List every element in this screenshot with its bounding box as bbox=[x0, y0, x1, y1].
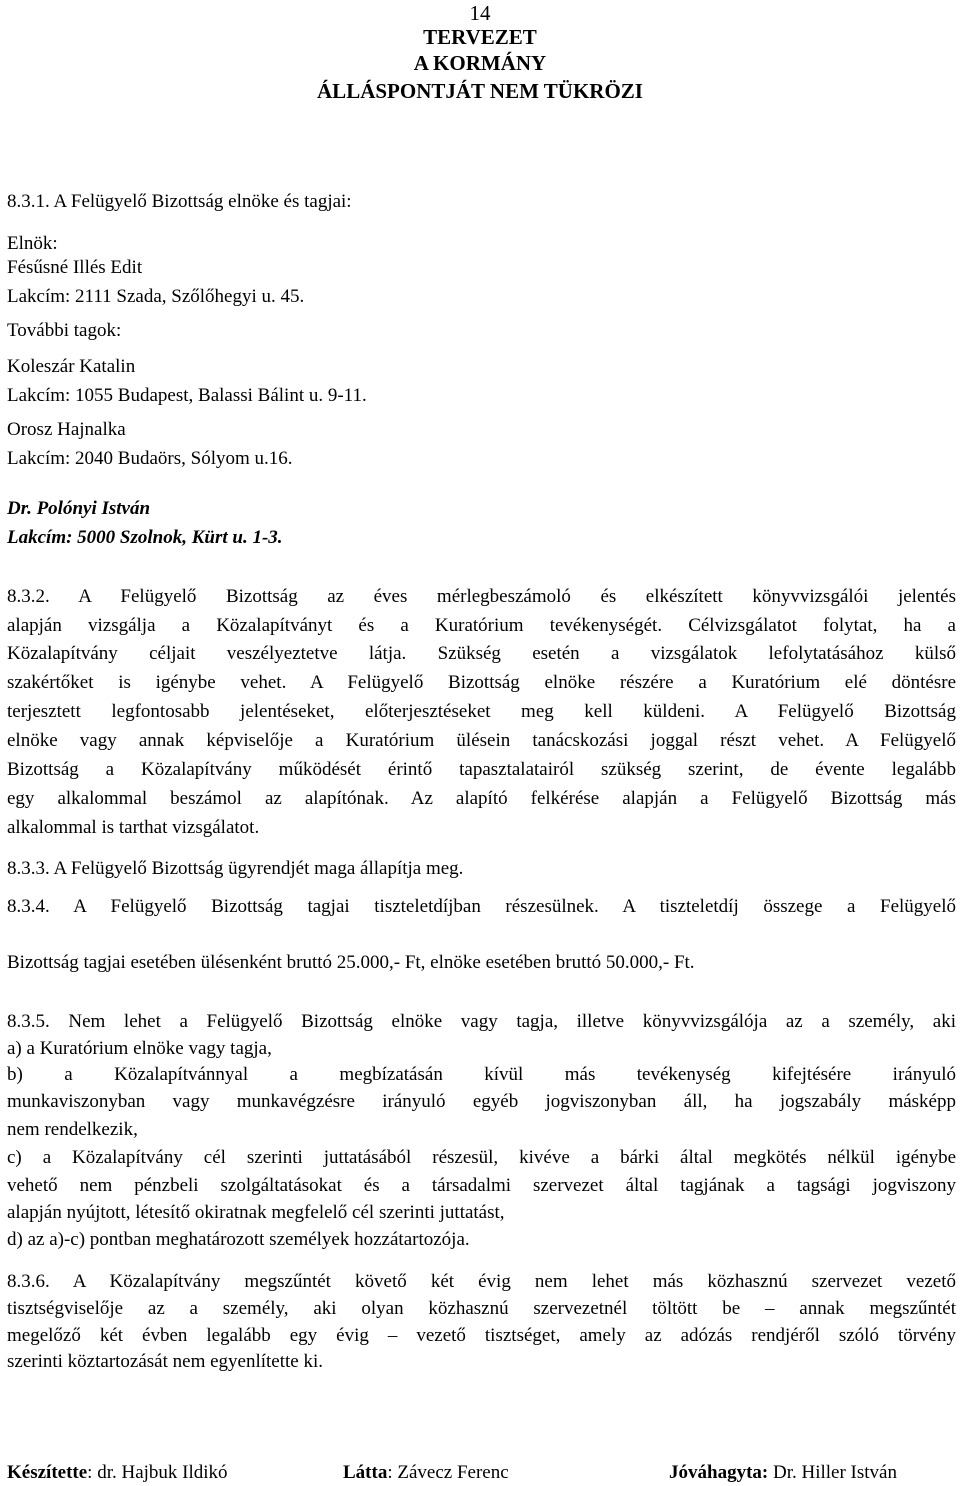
chair-label: Elnök: bbox=[7, 233, 58, 254]
p835-line: b) a Közalapítvánnyal a megbízatásán kívül más tevékenység kifejtésére irányuló bbox=[7, 1064, 956, 1085]
prepared-by-label: Készítette bbox=[7, 1462, 88, 1483]
member-1-address: Lakcím: 1055 Budapest, Balassi Bálint u. 9-11. bbox=[7, 385, 367, 406]
other-members-label: További tagok: bbox=[7, 320, 122, 341]
p835-line: vehető nem pénzbeli szolgáltatásokat és a társadalmi szervezet által tagjának a tagsági jogviszony bbox=[7, 1175, 956, 1196]
prepared-by-value: : dr. Hajbuk Ildikó bbox=[87, 1462, 228, 1483]
p832-line: Közalapítvány céljait veszélyeztetve látja. Szükség esetén a vizsgálatok lefolytatásához külső bbox=[7, 643, 956, 664]
section-831-heading: 8.3.1. A Felügyelő Bizottság elnöke és tagjai: bbox=[7, 191, 352, 212]
p832-line: Bizottság a Közalapítvány működését érintő tapasztalatairól szükség szerint, de évente legalább bbox=[7, 759, 956, 780]
seen-by-label: Látta bbox=[343, 1462, 388, 1483]
p835-line: a) a Kuratórium elnöke vagy tagja, bbox=[7, 1038, 272, 1059]
approved-by-value: Dr. Hiller István bbox=[768, 1462, 897, 1483]
p835-line: c) a Közalapítvány cél szerinti juttatásából részesül, kivéve a bárki által megkötés nélkül igénybe bbox=[7, 1147, 956, 1168]
p836-line: szerinti köztartozását nem egyenlítette ki. bbox=[7, 1351, 324, 1372]
p833: 8.3.3. A Felügyelő Bizottság ügyrendjét maga állapítja meg. bbox=[7, 858, 464, 879]
member-2-address: Lakcím: 2040 Budaörs, Sólyom u.16. bbox=[7, 448, 293, 469]
p832-line: alkalommal is tarthat vizsgálatot. bbox=[7, 817, 260, 838]
approved-by-label: Jóváhagyta: bbox=[669, 1462, 769, 1483]
chair-name: Fésűsné Illés Edit bbox=[7, 257, 143, 278]
p834-line: 8.3.4. A Felügyelő Bizottság tagjai tiszteletdíjban részesülnek. A tiszteletdíj összege a Felügyelő bbox=[7, 896, 956, 917]
p835-line: munkaviszonyban vagy munkavégzésre irányuló egyéb jogviszonyban áll, ha jogszabály másképp bbox=[7, 1091, 956, 1112]
p832-line: terjesztett legfontosabb jelentéseket, előterjesztéseket meg kell küldeni. A Felügyelő Bizottság bbox=[7, 701, 956, 722]
member-3-name: Dr. Polónyi István bbox=[7, 498, 151, 519]
p835-line: alapján nyújtott, létesítő okiratnak megfelelő cél szerinti juttatást, bbox=[7, 1202, 505, 1223]
p835-line: nem rendelkezik, bbox=[7, 1119, 138, 1140]
p832-line: alapján vizsgálja a Közalapítványt és a Kuratórium tevékenységét. Célvizsgálatot folytat, ha a bbox=[7, 615, 956, 636]
page-number: 14 bbox=[469, 1, 491, 25]
draft-label: TERVEZET bbox=[423, 25, 537, 49]
chair-address: Lakcím: 2111 Szada, Szőlőhegyi u. 45. bbox=[7, 286, 305, 307]
p832-line: elnöke vagy annak képviselője a Kuratórium ülésein tanácskozási joggal részt vehet. A Felügyelő bbox=[7, 730, 956, 751]
member-2-name: Orosz Hajnalka bbox=[7, 419, 126, 440]
p836-line: megelőző két évben legalább egy évig – vezető tisztséget, amely az adózás rendjéről szóló törvény bbox=[7, 1325, 956, 1346]
approved-by bbox=[669, 1461, 897, 1485]
p836-line: 8.3.6. A Közalapítvány megszűntét követő két évig nem lehet más közhasznú szervezet vezető bbox=[7, 1271, 956, 1292]
member-1-name: Koleszár Katalin bbox=[7, 356, 136, 377]
p835-line: 8.3.5. Nem lehet a Felügyelő Bizottság elnöke vagy tagja, illetve könyvvizsgálója az a személy, aki bbox=[7, 1011, 956, 1032]
prepared-by bbox=[7, 1461, 228, 1485]
p832-line: 8.3.2. A Felügyelő Bizottság az éves mérlegbeszámoló és elkészített könyvvizsgálói jelentés bbox=[7, 586, 956, 607]
member-3-address: Lakcím: 5000 Szolnok, Kürt u. 1-3. bbox=[7, 527, 283, 548]
seen-by-value: : Závecz Ferenc bbox=[387, 1462, 509, 1483]
draft-notice-line2: ÁLLÁSPONTJÁT NEM TÜKRÖZI bbox=[317, 79, 643, 103]
p835-line: d) az a)-c) pontban meghatározott személyek hozzátartozója. bbox=[7, 1229, 470, 1250]
draft-notice-line1: A KORMÁNY bbox=[413, 51, 547, 75]
p832-line: szakértőket is igénybe vehet. A Felügyelő Bizottság elnöke részére a Kuratórium elé döntésre bbox=[7, 672, 956, 693]
p836-line: tisztségviselője az a személy, aki olyan közhasznú szervezetnél töltött be – annak megszűntét bbox=[7, 1298, 956, 1319]
p834-line: Bizottság tagjai esetében ülésenként bruttó 25.000,- Ft, elnöke esetében bruttó 50.000,- Ft. bbox=[7, 952, 695, 973]
seen-by bbox=[343, 1461, 509, 1485]
p832-line: egy alkalommal beszámol az alapítónak. Az alapító felkérése alapján a Felügyelő Bizottság más bbox=[7, 788, 956, 809]
